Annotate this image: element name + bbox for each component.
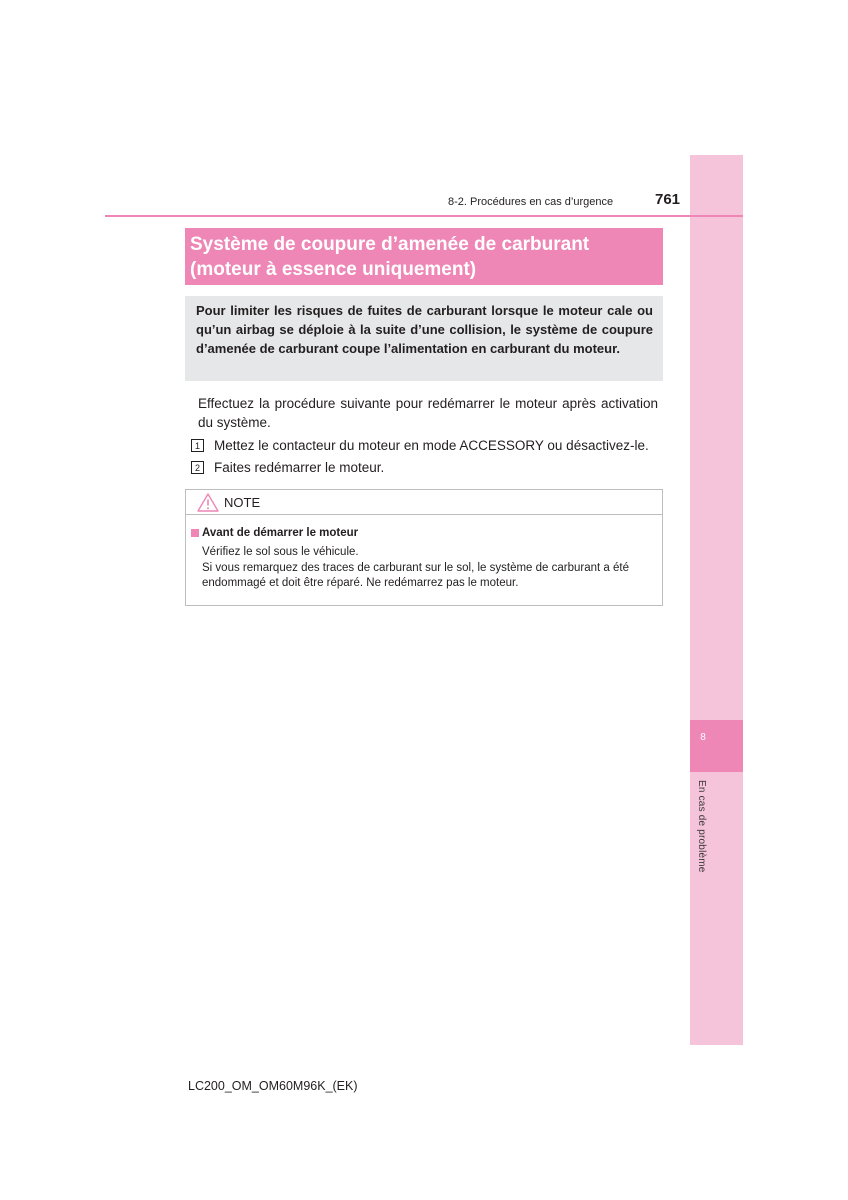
step-number: 2 [191, 461, 204, 474]
note-body [202, 545, 654, 592]
header-section-title: 8-2. Procédures en cas d’urgence [448, 196, 614, 208]
footer-code: LC200_OM_OM60M96K_(EK) [188, 1079, 358, 1093]
note-bullet-square [191, 529, 199, 537]
section-title: Système de coupure d’amenée de carburant (moteur à essence uniquement) [190, 234, 590, 280]
warning-triangle-icon [197, 493, 219, 512]
body-paragraph: Effectuez la procédure suivante pour redémarrer le moteur après activation du système. [198, 396, 658, 430]
intro-text: Pour limiter les risques de fuites de carburant lorsque le moteur cale ou qu’un airbag se déploie à la suite d’une collision, le système de coupure d’amenée de carburant coupe l’alimentation en carburant du moteur. [196, 303, 653, 356]
chapter-side-tab [690, 155, 743, 1045]
step-item [191, 437, 649, 453]
step-text: Mettez le contacteur du moteur en mode ACCESSORY ou désactivez-le. [214, 437, 649, 453]
header-rule [105, 215, 743, 217]
step-text: Faites redémarrer le moteur. [214, 459, 385, 475]
note-line: Si vous remarquez des traces de carburant sur le sol, le système de carburant a été endommagé et doit être réparé. Ne redémarrez pas le moteur. [202, 561, 629, 589]
chapter-label: En cas de problème [696, 780, 707, 873]
note-divider [185, 514, 663, 515]
chapter-number: 8 [700, 732, 706, 743]
note-label: NOTE [224, 495, 261, 510]
chapter-side-tab-active [690, 720, 743, 772]
step-item [191, 459, 384, 475]
page-number: 761 [655, 191, 681, 208]
step-number: 1 [191, 439, 204, 452]
note-line: Vérifiez le sol sous le véhicule. [202, 546, 359, 558]
note-heading: Avant de démarrer le moteur [202, 527, 359, 539]
